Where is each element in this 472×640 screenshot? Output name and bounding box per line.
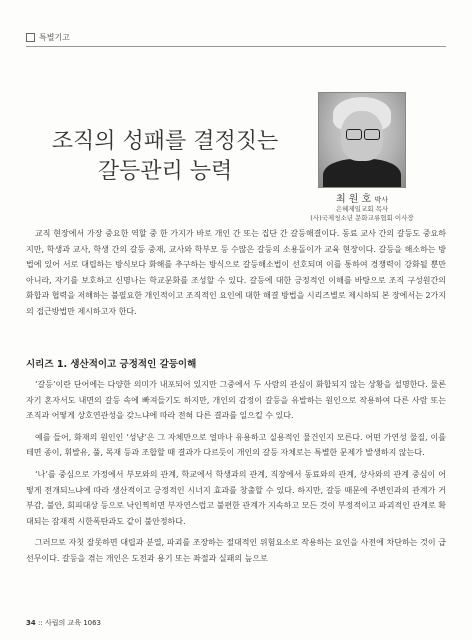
header-rule — [26, 46, 446, 47]
intro-paragraph: 교직 현장에서 가장 중요한 역할 중 한 가지가 바로 개인 간 또는 집단 간 갈등해결이다. 동료 교사 간의 갈등도 중요하지만, 학생과 교사, 학생 간의 갈등 중재, 교사와 학부모 등 수많은 갈등의 소용돌이가 교육 현장이다. 갈등을 해소하는 방법에 있어 서로 대립하는 방식보다 화해를 추구하는 방식으로 갈등해소법이 선호되며 이를 통하여 경쟁력이 강화될 뿐만 아니라, 자기를 보호하고 신명나는 학교문화를 조성할 수 있다. 갈등에 대한 긍정적인 이해를 바탕으로 조직 구성원간의 화합과 협력을 저해하는 불필요한 개인적이고 조직적인 요인에 대한 해결 방법을 시리즈별로 제시하되 본 장에서는 2가지의 접근방법만 제시하고자 한다. — [26, 229, 446, 316]
author-photo — [318, 92, 406, 188]
body-paragraph: 그러므로 자칫 잘못하면 대립과 분열, 파괴를 조장하는 절대적인 위험요소로 작용하는 요인을 사전에 차단하는 것이 급선무이다. 갈등을 겪는 개인은 도전과 용기 또는 좌절과 실패의 늪으로 — [26, 538, 446, 563]
body-paragraph: ‘나’를 중심으로 가정에서 부모와의 관계, 학교에서 학생과의 관계, 직장에서 동료와의 관계, 상사와의 관계 중심이 어떻게 전개되느냐에 따라 생산적이고 긍정적인 시너지 효과를 창출할 수 있다. 하지만, 갈등 때문에 주변인과의 관계가 거부감, 불안, 회피대상 등으로 낙인찍히면 부자연스럽고 불편한 관계가 지속하고 모든 것이 부정적이고 파괴적인 관계로 확대되는 잠재적 시한폭탄과도 같이 불안정하다. — [26, 469, 446, 526]
author-affiliation-2: (사)국제청소년 문화교류협회 이사장 — [310, 214, 414, 222]
author-info — [300, 190, 424, 223]
category-label: 특별기고 — [39, 33, 70, 42]
category-header — [26, 32, 70, 43]
section-title: 시리즈 1. 생산적이고 긍정적인 갈등이해 — [26, 359, 197, 370]
author-degree: 박사 — [374, 196, 389, 204]
title-line-1: 조직의 성패를 결정짓는 — [51, 128, 279, 154]
author-name-line — [300, 190, 424, 205]
square-bullet-icon — [26, 33, 35, 42]
article-body — [26, 377, 446, 573]
article-title — [50, 127, 280, 187]
page-footer: 34 :: 사립의 교육 1063 — [26, 619, 102, 627]
journal-name: 사립의 교육 1063 — [44, 619, 102, 627]
body-paragraph: 예를 들어, 화재의 원인인 ‘성냥’은 그 자체만으로 얼마나 유용하고 실용적인 물건인지 모른다. 어떤 가연성 물질, 이를테면 종이, 휘발유, 풀, 목재 등과 조합할 때 결과가 다르듯이 개인의 갈등 자체로는 특별한 문제가 발생하지 않는다. — [26, 432, 446, 458]
author-name: 최 원 호 — [335, 194, 372, 205]
body-paragraph: ‘갈등’이란 단어에는 다양한 의미가 내포되어 있지만 그중에서 두 사람의 관심이 화합되지 않는 상황을 설명한다. 물론 자기 혼자서도 내면의 갈등 속에 빠져들기도 하지만, 개인의 감정이 갈등을 유발하는 원인으로 작용하여 다른 사람 또는 조직과 어떻게 상호연관성을 갖느냐에 따라 전혀 다른 결과를 일으킬 수 있다. — [26, 380, 446, 421]
page-number: 34 — [26, 619, 36, 627]
title-line-2: 갈등관리 능력 — [97, 158, 233, 184]
author-affiliation-1: 은혜제일교회 목사 — [335, 205, 389, 213]
